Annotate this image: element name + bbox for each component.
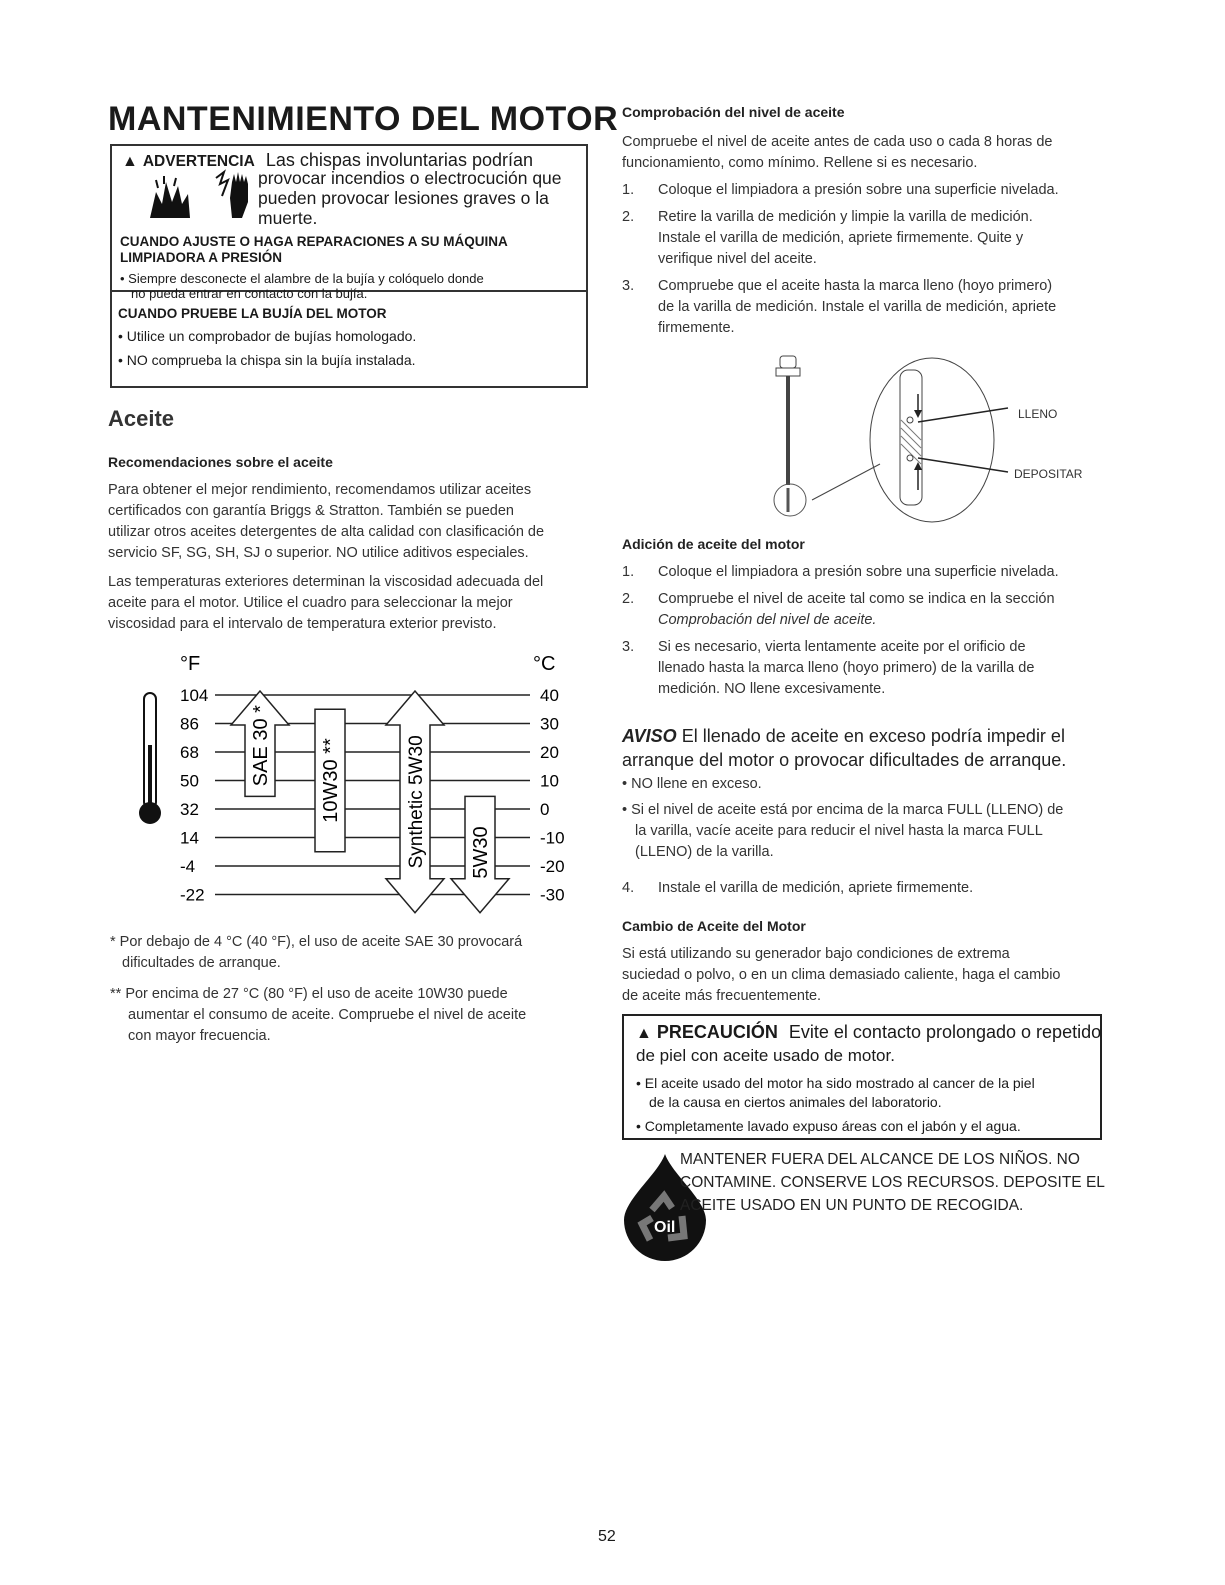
check-step-2 xyxy=(622,207,1112,270)
fahrenheit-tick-label: 50 xyxy=(180,771,199,791)
recommendations-paragraph xyxy=(108,480,544,564)
step-line: Compruebe el nivel de aceite tal como se indica en la sección xyxy=(658,591,1055,607)
step-text xyxy=(658,589,1055,631)
para-line: viscosidad para el intervalo de temperatura exterior previsto. xyxy=(108,616,497,632)
fahrenheit-tick-label: 32 xyxy=(180,800,199,819)
oil-change-paragraph xyxy=(622,944,1061,1007)
step-text xyxy=(658,276,1056,339)
warning-triangle-icon: ▲ xyxy=(122,153,138,170)
caution-triangle-icon: ▲ xyxy=(636,1025,652,1042)
oil-logo-text: Oil xyxy=(654,1219,676,1236)
recycle-line: ACEITE USADO EN UN PUNTO DE RECOGIDA. xyxy=(680,1197,1024,1214)
step-number: 1. xyxy=(622,182,635,198)
viscosity-paragraph xyxy=(108,572,543,635)
viscosity-chart xyxy=(130,645,580,920)
footnote-line: aumentar el consumo de aceite. Compruebe el nivel de aceite xyxy=(128,1007,527,1023)
page-title: MANTENIMIENTO DEL MOTOR xyxy=(108,100,619,138)
oil-band-10w30 xyxy=(315,709,345,852)
para-line: Compruebe el nivel de aceite antes de cada uso o cada 8 horas de xyxy=(622,134,1053,150)
fahrenheit-unit: °F xyxy=(180,653,201,675)
bullet-line: Si el nivel de aceite está por encima de la marca FULL (LLENO) de xyxy=(631,802,1064,818)
oil-grade-label: SAE 30 * xyxy=(250,705,272,787)
oil-grade-label: Synthetic 5W30 xyxy=(406,735,427,869)
bullet-text: NO llene en exceso. xyxy=(631,776,762,792)
dipstick-diagram xyxy=(760,350,1090,530)
para-line: de aceite más frecuentemente. xyxy=(622,988,822,1004)
caution-line: de piel con aceite usado de motor. xyxy=(636,1046,895,1065)
step-line: Instale el varilla de medición, apriete firmemente. Quite y xyxy=(658,230,1024,246)
bullet-line: la varilla, vacíe aceite para reducir el nivel hasta la marca FULL xyxy=(635,823,1043,839)
celsius-unit: °C xyxy=(533,653,556,675)
footnote-line: con mayor frecuencia. xyxy=(128,1028,271,1044)
add-step-4 xyxy=(622,878,1102,900)
warning-signal-word: ADVERTENCIA xyxy=(142,153,255,170)
bullet-text: Completamente lavado expuso áreas con el jabón y el agua. xyxy=(644,1118,1021,1134)
thermometer-icon xyxy=(139,693,161,824)
bullet-line: (LLENO) de la varilla. xyxy=(635,844,774,860)
aviso-bullet-overfill xyxy=(622,774,762,795)
bullet-line: de la causa en ciertos animales del laboratorio. xyxy=(649,1094,942,1110)
recycle-line: MANTENER FUERA DEL ALCANCE DE LOS NIÑOS. NO xyxy=(680,1151,1080,1168)
para-line: aceite para el motor. Utilice el cuadro para seleccionar la mejor xyxy=(108,595,513,611)
caution-lead: Evite el contacto prolongado o repetido xyxy=(788,1022,1102,1042)
warning-line: provocar incendios o electrocución que xyxy=(258,168,562,188)
recommendations-heading: Recomendaciones sobre el aceite xyxy=(108,454,333,470)
celsius-tick-label: 20 xyxy=(540,743,559,762)
step-line: de la varilla de medición. Instale el varilla de medición, apriete xyxy=(658,299,1057,315)
footnote-line: * Por debajo de 4 °C (40 °F), el uso de aceite SAE 30 provocará xyxy=(110,934,523,950)
add-step-2 xyxy=(622,589,1112,631)
lleno-label: LLENO xyxy=(1018,407,1058,421)
step-text: Instale el varilla de medición, apriete firmemente. xyxy=(658,880,974,896)
warning-lead: Las chispas involuntarias podrían xyxy=(265,150,533,170)
aviso-lead: El llenado de aceite en exceso podría impedir el xyxy=(681,726,1065,746)
warning-bullet-continued: no pueda entrar en contacto con la bujía. xyxy=(131,286,368,301)
heading-line: CUANDO AJUSTE O HAGA REPARACIONES A SU MÁQUINA xyxy=(120,234,508,249)
fahrenheit-tick-label: 14 xyxy=(180,828,199,848)
para-line: certificados con garantía Briggs & Stratton. También se pueden xyxy=(108,503,514,519)
step-number: 3. xyxy=(622,639,635,655)
caution-bullet-cancer xyxy=(636,1074,1035,1112)
para-line: funcionamiento, como mínimo. Rellene si es necesario. xyxy=(622,155,978,171)
leader-line xyxy=(812,464,880,500)
aviso-signal-word: AVISO xyxy=(622,726,677,746)
fahrenheit-tick-label: -22 xyxy=(180,885,205,905)
check-step-1 xyxy=(622,180,1112,201)
caution-signal-word: PRECAUCIÓN xyxy=(656,1022,778,1042)
step-number: 2. xyxy=(622,209,635,225)
para-line: suciedad o polvo, o en un clima demasiado caliente, haga el cambio xyxy=(622,967,1061,983)
para-line: Las temperaturas exteriores determinan la viscosidad adecuada del xyxy=(108,574,544,590)
celsius-tick-label: -20 xyxy=(540,857,565,876)
fahrenheit-tick-label: 86 xyxy=(180,714,199,734)
bullet-text: NO comprueba la chispa sin la bujía instalada. xyxy=(126,352,416,368)
depositar-pointer xyxy=(918,458,1008,472)
fahrenheit-tick-label: -4 xyxy=(180,857,196,876)
para-line: Si está utilizando su generador bajo condiciones de extrema xyxy=(622,946,1010,962)
section-reference: Comprobación del nivel de aceite. xyxy=(658,612,877,628)
footnote-sae30 xyxy=(110,932,522,974)
step-line: verifique nivel del aceite. xyxy=(658,251,817,267)
page-number: 52 xyxy=(598,1528,616,1545)
oil-grade-label: 10W30 ** xyxy=(320,738,342,823)
add-step-1 xyxy=(622,562,1112,583)
oil-grade-label: 5W30 xyxy=(470,826,492,879)
add-step-3 xyxy=(622,637,1112,700)
footnote-line: dificultades de arranque. xyxy=(122,955,281,971)
step-text xyxy=(658,207,1033,270)
fahrenheit-tick-label: 68 xyxy=(180,743,199,762)
detail-magnified-circle xyxy=(870,358,994,522)
warning-line: pueden provocar lesiones graves o la xyxy=(258,188,549,208)
aviso-notice xyxy=(622,724,1066,772)
step-text xyxy=(658,637,1034,700)
warning-line: muerte. xyxy=(258,208,318,228)
caution-bullet-wash xyxy=(636,1118,1021,1135)
warning-bullet-spark xyxy=(118,352,416,369)
step-line: Retire la varilla de medición y limpie la varilla de medición. xyxy=(658,209,1033,225)
step-number: 1. xyxy=(622,564,635,580)
step-number: 4. xyxy=(622,880,635,896)
warning-heading-test: CUANDO PRUEBE LA BUJÍA DEL MOTOR xyxy=(118,306,387,321)
add-oil-heading: Adición de aceite del motor xyxy=(622,536,805,552)
para-line: Para obtener el mejor rendimiento, recomendamos utilizar aceites xyxy=(108,482,532,498)
step-number: 2. xyxy=(622,591,635,607)
oil-band-synthetic-5w30 xyxy=(386,691,444,913)
celsius-tick-label: 10 xyxy=(540,771,559,791)
depositar-label: DEPOSITAR xyxy=(1014,467,1083,481)
step-line: Compruebe que el aceite hasta la marca lleno (hoyo primero) xyxy=(658,278,1053,294)
para-line: servicio SF, SG, SH, SJ o superior. NO utilice aditivos especiales. xyxy=(108,545,529,561)
caution-headline xyxy=(636,1020,1101,1046)
para-line: utilizar otros aceites detergentes de alta calidad con clasificación de xyxy=(108,524,545,540)
lleno-pointer xyxy=(918,408,1008,422)
check-step-3 xyxy=(622,276,1112,339)
bullet-text: Utilice un comprobador de bujías homologado. xyxy=(126,328,417,344)
check-level-heading: Comprobación del nivel de aceite xyxy=(622,104,845,120)
footnote-10w30 xyxy=(110,984,526,1047)
heading-line: LIMPIADORA A PRESIÓN xyxy=(120,250,283,265)
celsius-tick-label: 40 xyxy=(540,686,559,705)
recycle-line: CONTAMINE. CONSERVE LOS RECURSOS. DEPOSITE EL xyxy=(680,1174,1105,1191)
bullet-line: Siempre desconecte el alambre de la bujía y colóquelo donde xyxy=(128,271,484,286)
oil-band-5w30 xyxy=(451,796,509,912)
bullet-line: El aceite usado del motor ha sido mostrado al cancer de la piel xyxy=(644,1075,1035,1091)
step-line: llenado hasta la marca lleno (hoyo primero) de la varilla de xyxy=(658,660,1035,676)
dipstick-icon xyxy=(776,356,800,485)
step-text xyxy=(658,562,1059,583)
step-number: 3. xyxy=(622,278,635,294)
celsius-tick-label: -10 xyxy=(540,828,565,848)
step-line: medición. NO llene excesivamente. xyxy=(658,681,886,697)
oil-change-heading: Cambio de Aceite del Motor xyxy=(622,918,806,934)
step-line: Coloque el limpiadora a presión sobre una superficie nivelada. xyxy=(658,182,1059,198)
step-line: Si es necesario, vierta lentamente aceite por el orificio de xyxy=(658,639,1026,655)
celsius-tick-label: -30 xyxy=(540,885,565,905)
detail-circle-small xyxy=(774,484,806,516)
step-text xyxy=(658,180,1059,201)
footnote-line: ** Por encima de 27 °C (80 °F) el uso de aceite 10W30 puede xyxy=(110,986,508,1002)
celsius-tick-label: 30 xyxy=(540,714,559,734)
celsius-tick-label: 0 xyxy=(540,800,550,819)
warning-bullet-tester xyxy=(118,328,416,345)
aviso-bullet-drain xyxy=(622,800,1063,863)
check-level-intro xyxy=(622,132,1052,174)
caution-box xyxy=(622,1014,1102,1140)
aviso-line: arranque del motor o provocar dificultades de arranque. xyxy=(622,750,1067,770)
aceite-heading: Aceite xyxy=(108,406,175,431)
fahrenheit-tick-label: 104 xyxy=(180,686,209,705)
step-line: Coloque el limpiadora a presión sobre una superficie nivelada. xyxy=(658,564,1059,580)
recycle-message xyxy=(680,1148,1105,1217)
step-line: firmemente. xyxy=(658,320,735,336)
